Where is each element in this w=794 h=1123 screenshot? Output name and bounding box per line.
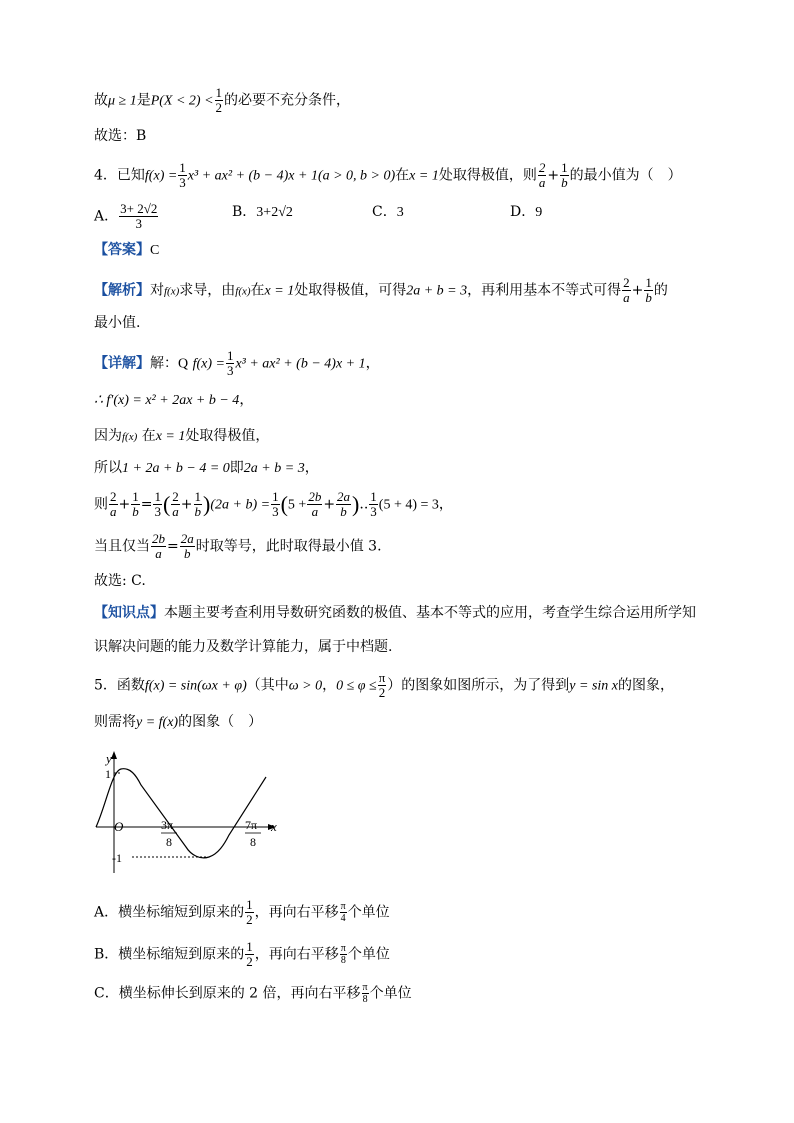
- knowledge-tag: 【知识点】: [94, 605, 164, 621]
- question-number: 4．已知: [94, 167, 145, 184]
- question-4: 4．已知f(x) = $\frac{1}{3}$ x³ + ax² + (b − 4)x + 1(a > 0, b > 0)在x = 1处取得极值，则 $\frac{2}{a}$ + $\frac{1}{b}$ 的最小值为（ ）: [94, 160, 682, 190]
- analysis-tag: 【解析】: [94, 282, 150, 299]
- text: 处取得极值，则: [438, 167, 537, 184]
- question-5-line-2: 则需将y = f(x)的图象（ ）: [94, 714, 263, 730]
- question-5: 5．函数f(x) = sin(ωx + φ)（其中ω > 0，0 ≤ φ ≤ $\frac{\pi}{2}$ ）的图象如图所示，为了得到y = sin x的图象，: [94, 670, 675, 700]
- fraction: $\frac{1}{3}$: [226, 348, 234, 378]
- q5-option-c: C．横坐标伸长到原来的 2 倍，再向右平移 $\frac{\pi}{8}$ 个单位: [94, 982, 412, 1005]
- fraction: $\frac{2}{a}$: [623, 275, 630, 305]
- option-b: B．3+2√2: [232, 204, 293, 220]
- answer-value: C: [150, 243, 160, 258]
- option-d: D．9: [510, 204, 543, 220]
- knowledge-line-1: 【知识点】本题主要考查利用导数研究函数的极值、基本不等式的应用，考查学生综合运用所学知: [94, 605, 696, 621]
- fraction: $\frac{1}{b}$: [645, 275, 652, 305]
- text: 在: [395, 167, 410, 184]
- tick-7pi-num: 7π: [245, 818, 258, 832]
- tick-3pi-num: 3π: [161, 818, 174, 832]
- knowledge-line-2: 识解决问题的能力及数学计算能力，属于中档题.: [94, 639, 393, 655]
- answer-tag: 【答案】: [94, 242, 150, 258]
- q5-option-a: A．横坐标缩短到原来的 $\frac{1}{2}$ ，再向右平移 $\frac{\pi}{4}$ 个单位: [94, 897, 390, 927]
- detail-choice: 故选: C.: [94, 573, 146, 589]
- detail-derivative: ∴ f′(x) = x² + 2ax + b − 4，: [94, 392, 254, 408]
- detail-equality: 当且仅当 $\frac{2b}{a}$ = $\frac{2a}{b}$ 时取等号，此时取得最小值 3.: [94, 531, 382, 561]
- sine-curve: [96, 769, 266, 858]
- math: f(x) =: [144, 168, 178, 184]
- detail-equation: 所以1 + 2a + b − 4 = 0即2a + b = 3，: [94, 460, 319, 476]
- answer-line: [94, 240, 159, 261]
- analysis-line: 【解析】对f(x)求导，由f(x)在x = 1处取得极值，可得2a + b = 3，再利用基本不等式可得 $\frac{2}{a}$ + $\frac{1}{b}$ 的: [94, 275, 668, 305]
- fraction: $\frac{1}{b}$: [561, 160, 568, 190]
- origin-label: O: [114, 819, 124, 834]
- text: 故: [94, 92, 108, 109]
- fraction: $\frac{1}{2}$: [215, 85, 223, 115]
- detail-inequality: 则 $\frac{2}{a}$ + $\frac{1}{b}$ = $\frac{1}{3}$ ( $\frac{2}{a}$ + $\frac{1}{b}$ )(2a + b) = $\frac{1}{3}$ (5 + $\frac{2b}{a}$ + $\frac{2a}{b}$ ).. $\frac{1}{3}$ (5 + 4) = 3，: [94, 489, 453, 519]
- option-a: A． $\frac{3+ 2√2}{3}$: [94, 201, 158, 231]
- math: P(X < 2) <: [150, 93, 214, 109]
- tick-3pi-den: 8: [166, 835, 172, 849]
- fraction: $\frac{1}{3}$: [179, 160, 186, 190]
- text: 的必要不充分条件，: [224, 92, 351, 109]
- detail-tag: 【详解】: [94, 355, 150, 372]
- fraction: $\frac{2}{a}$: [538, 160, 546, 190]
- math: x³ + ax² + (b − 4)x + 1(a > 0, b > 0): [187, 168, 396, 184]
- one-label: 1: [105, 767, 111, 781]
- math: x = 1: [409, 168, 439, 184]
- neg-one-label: -1: [112, 851, 122, 865]
- x-label: x: [271, 819, 277, 834]
- choice-line: 故选：B: [94, 128, 147, 144]
- text: 的最小值为（ ）: [569, 167, 682, 184]
- analysis-line-2: 最小值.: [94, 315, 141, 331]
- detail-line-1: 【详解】解：Q f(x) = $\frac{1}{3}$ x³ + ax² + (b − 4)x + 1，: [94, 348, 380, 378]
- fraction: $\frac{3+ 2√2}{3}$: [120, 201, 158, 231]
- sine-graph: [88, 745, 288, 880]
- conclusion-line: [94, 86, 350, 115]
- option-c: C．3: [372, 204, 404, 220]
- y-label: y: [106, 751, 112, 766]
- detail-extremum: 因为f(x) 在x = 1处取得极值，: [94, 428, 270, 444]
- tick-7pi-den: 8: [250, 835, 256, 849]
- q5-option-b: B．横坐标缩短到原来的 $\frac{1}{2}$ ，再向右平移 $\frac{\pi}{8}$ 个单位: [94, 939, 390, 969]
- y-axis-arrow: [111, 751, 117, 759]
- math: μ ≥ 1: [108, 93, 137, 109]
- text: 是: [136, 92, 151, 109]
